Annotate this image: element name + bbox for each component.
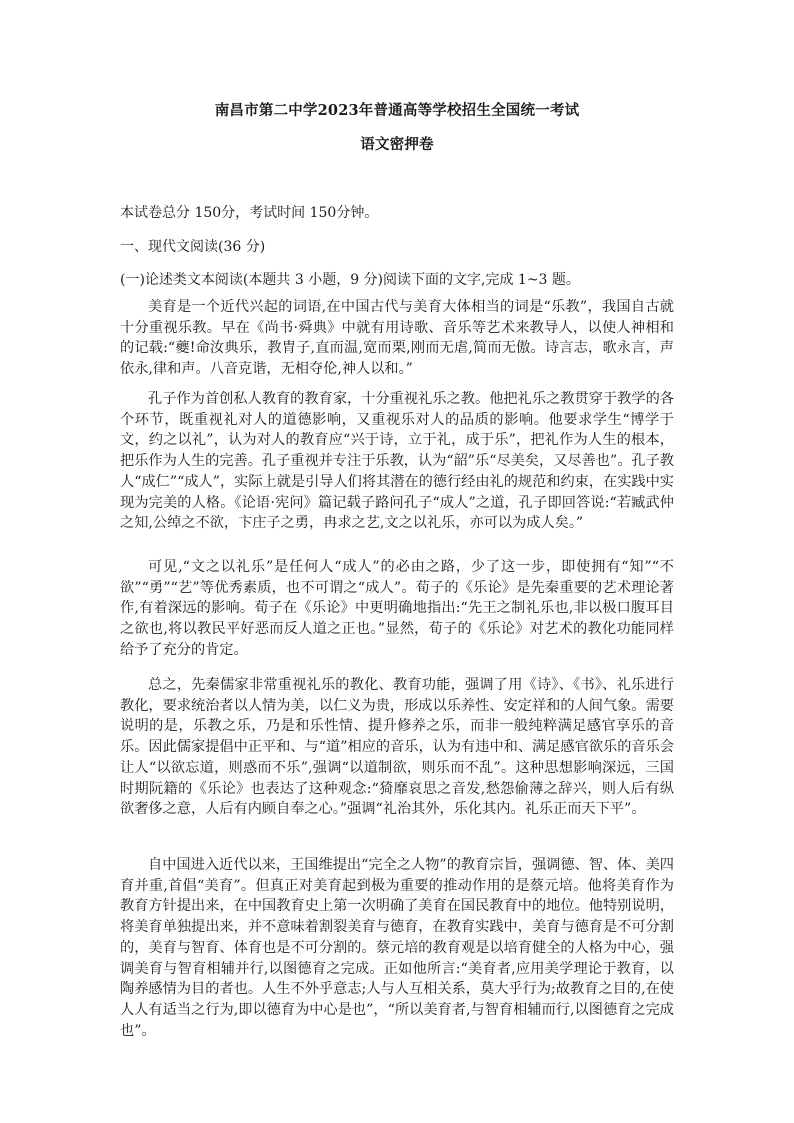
section-heading: 一、现代文阅读(36 分) — [120, 239, 266, 255]
exam-subtitle: 语文密押卷 — [360, 136, 434, 153]
passage-paragraph-3: 可见,“文之以礼乐”是任何人“成人”的必由之路，少了这一步，即使拥有“知”“不欲”“勇”“艺”等优秀素质，也不可谓之“成人”。荀子的《乐论》是先秦重要的艺术理论著作,有着深远的影响。荀子在《乐论》中更明确地指出:“先王之制礼乐也,非以极口腹耳目之欲也,将以教民平好恶而反人道之正也。”显然，荀子的《乐论》对艺术的教化功能同样给予了充分的肯定。 — [120, 559, 674, 658]
subsection-heading: (一)论述类文本阅读(本题共 3 小题，9 分)阅读下面的文字,完成 1~3 题。 — [120, 272, 580, 288]
passage-paragraph-5: 自中国进入近代以来，王国维提出“完全之人物”的教育宗旨，强调德、智、体、美四育并重,首倡“美育”。但真正对美育起到极为重要的推动作用的是蔡元培。他将美育作为教育方针提出来，在中国教育史上第一次明确了美育在国民教育中的地位。他特别说明，将美育单独提出来，并不意味着割裂美育与德育，在教育实践中，美育与德育是不可分割的，美育与智育、体育也是不可分割的。蔡元培的教育观是以培育健全的人格为中心，强调美育与智育相辅并行,以图德育之完成。正如他所言:“美育者,应用美学理论于教育，以陶养感情为目的者也。人生不外乎意志;人与人互相关系，莫大乎行为;故教育之目的,在使人人有适当之行为,即以德育为中心是也”，“所以美育者,与智育相辅而行,以图德育之完成也”。 — [120, 857, 674, 1039]
passage-paragraph-2: 孔子作为首创私人教育的教育家，十分重视礼乐之教。他把礼乐之教贯穿于教学的各个环节，既重视礼对人的道德影响，又重视乐对人的品质的影响。他要求学生“博学于文，约之以礼”，认为对人的教育应“兴于诗，立于礼，成于乐”，把礼作为人生的根本，把乐作为人生的完善。孔子重视并专注于乐教，认为“韶”乐“尽美矣，又尽善也”。孔子教人“成仁”“成人”，实际上就是引导人们将其潜在的德行经由礼的规范和约束，在实践中实现为完美的人格。《论语·宪问》篇记载子路问孔子“成人”之道，孔子即回答说:“若臧武仲之知,公绰之不欲，卞庄子之勇，冉求之艺,文之以礼乐，亦可以为成人矣。” — [120, 391, 674, 532]
exam-info: 本试卷总分 150分，考试时间 150分钟。 — [120, 205, 379, 221]
passage-paragraph-1: 美育是一个近代兴起的词语,在中国古代与美育大体相当的词是“乐教”，我国自古就十分重视乐教。早在《尚书·舜典》中就有用诗歌、音乐等艺术来教导人，以使人神相和的记载:“夔!命汝典乐，教胄子,直而温,宽而栗,刚而无虐,简而无傲。诗言志，歌永言，声依永,律和声。八音克谐，无相夺伦,神人以和。” — [120, 299, 674, 378]
passage-paragraph-4: 总之，先秦儒家非常重视礼乐的教化、教育功能，强调了用《诗》、《书》、礼乐进行教化，要求统治者以人情为美，以仁义为贵，形成以乐养性、安定祥和的人间气象。需要说明的是，乐教之乐，乃是和乐性情、提升修养之乐，而非一般纯粹满足感官享乐的音乐。因此儒家提倡中正平和、与“道”相应的音乐，认为有违中和、满足感官欲乐的音乐会让人“以欲忘道，则惑而不乐”,强调“以道制欲，则乐而不乱”。这种思想影响深远，三国时期阮籍的《乐论》也表达了这种观念:“猗靡哀思之音发,愁怨偷薄之辞兴，则人后有纵欲奢侈之意，人后有内顾自奉之心。”强调“礼治其外，乐化其内。礼乐正而天下平”。 — [120, 677, 674, 818]
exam-title: 南昌市第二中学2023年普通高等学校招生全国统一考试 — [214, 102, 580, 119]
